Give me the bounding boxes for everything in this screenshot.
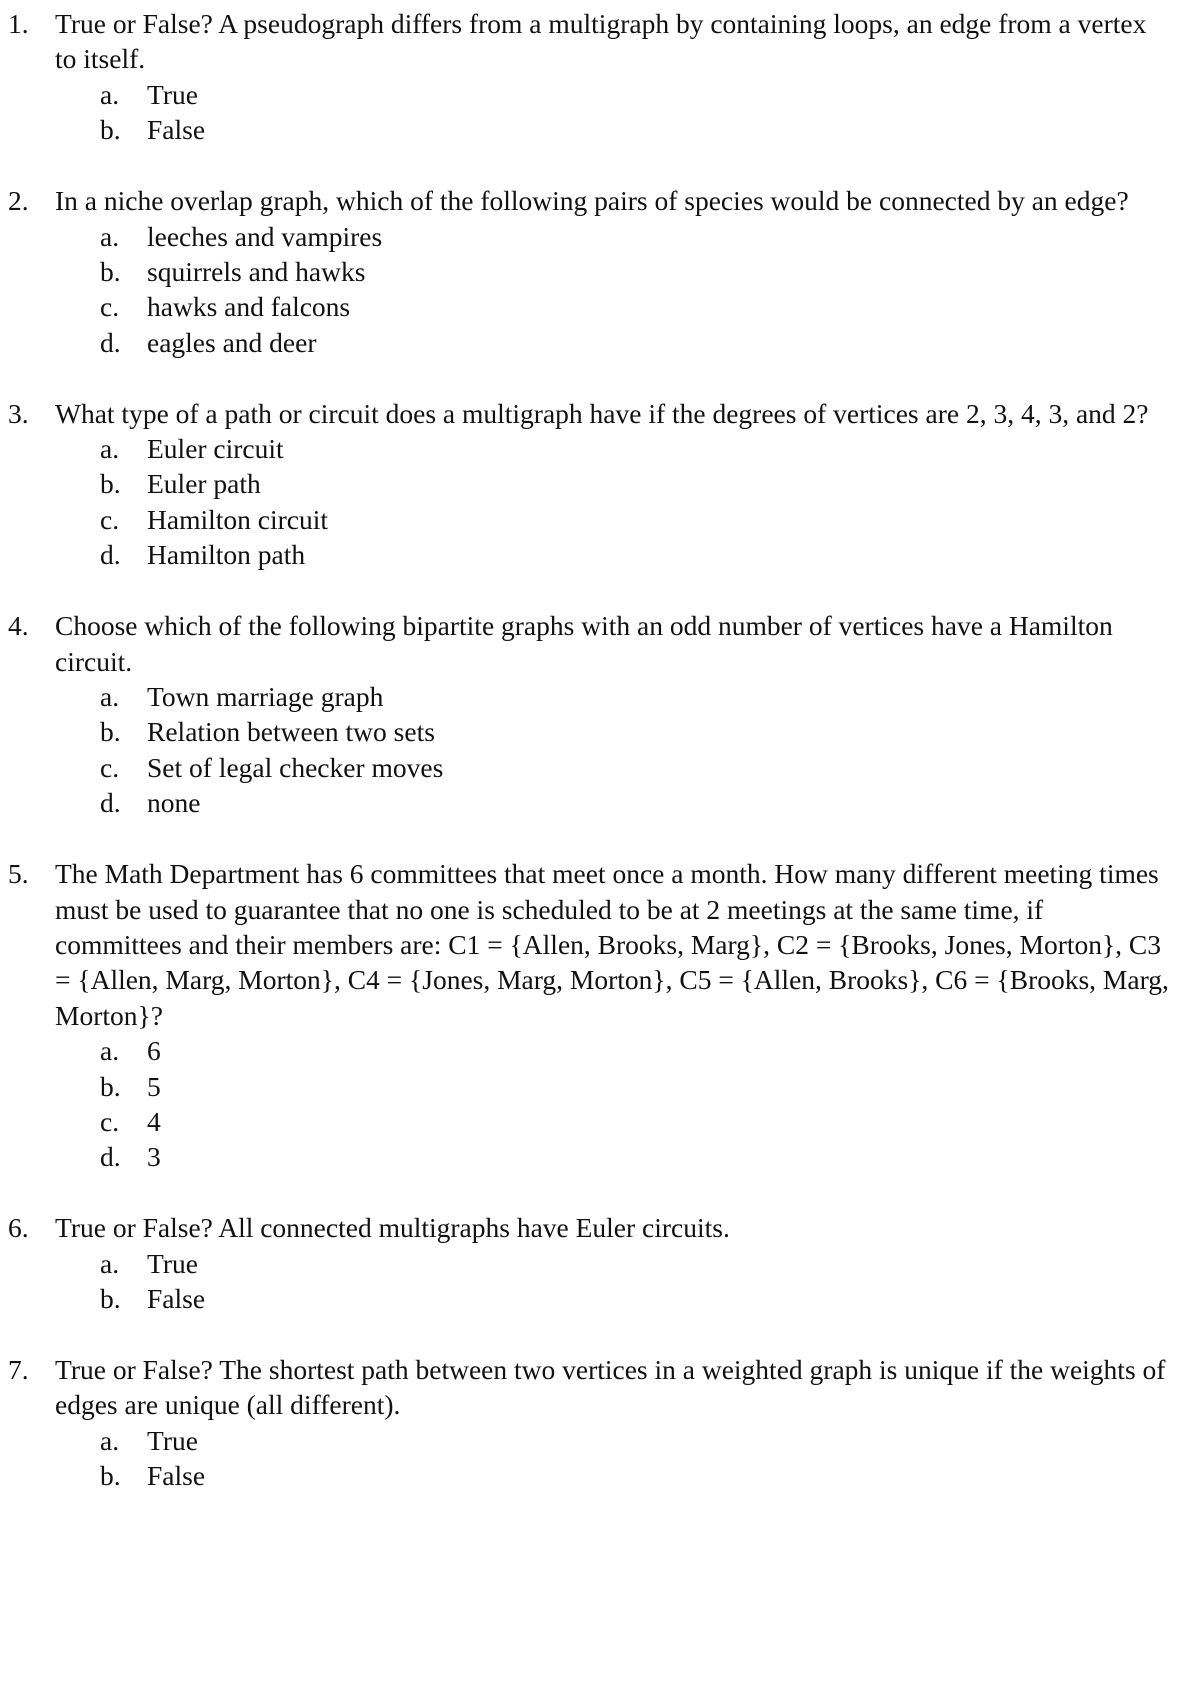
answer-option [0, 254, 1178, 289]
option-text: none [147, 787, 201, 819]
question-text: True or False? The shortest path between two vertices in a weighted graph is unique if the weights of edges are unique (all different). [55, 1354, 1166, 1421]
answer-option [0, 1104, 1178, 1139]
option-text: Hamilton path [147, 539, 306, 571]
question-number: 1. [8, 8, 29, 39]
option-letter: b. [100, 114, 121, 146]
option-letter: d. [100, 539, 121, 571]
question-number: 7. [8, 1354, 29, 1385]
option-letter: b. [100, 1460, 121, 1492]
option-text: Relation between two sets [147, 716, 435, 748]
question-3 [0, 396, 1178, 573]
option-text: True [147, 1247, 198, 1279]
question-text: What type of a path or circuit does a multigraph have if the degrees of vertices are 2, 3, 4, 3, and 2? [55, 397, 1149, 429]
answer-option [0, 219, 1178, 254]
option-text: Town marriage graph [147, 681, 384, 712]
option-text: hawks and falcons [147, 291, 351, 323]
option-text: 3 [147, 1141, 161, 1173]
option-letter: b. [100, 468, 121, 500]
question-2 [0, 183, 1178, 360]
answer-option [0, 1246, 1178, 1281]
option-letter: c. [100, 1105, 120, 1137]
question-7 [0, 1352, 1178, 1494]
option-letter: d. [100, 1141, 121, 1173]
option-text: 5 [147, 1070, 161, 1102]
option-letter: a. [100, 1035, 120, 1067]
answer-option [0, 537, 1178, 572]
answer-option [0, 112, 1178, 147]
option-text: Euler circuit [147, 433, 284, 465]
answer-option [0, 1033, 1178, 1068]
answer-option [0, 466, 1178, 501]
option-letter: c. [100, 291, 120, 323]
answer-option [0, 1069, 1178, 1104]
question-text: The Math Department has 6 committees that meet once a month. How many different meeting times must be used to guarantee that no one is scheduled to be at 2 meetings at the same time, if committees and their members are: C1 = {Allen, Brooks, Marg}, C2 = {Brooks, Jones, Morton}, C3 = {Allen, Marg, Morton}, C4 = {Jones, Marg, Morton}, C5 = {Allen, Brooks}, C6 = {Brooks, Marg, Morton}? [55, 858, 1169, 1031]
option-letter: d. [100, 326, 121, 358]
question-5 [0, 856, 1178, 1175]
option-letter: a. [100, 1247, 120, 1279]
answer-option [0, 679, 1178, 714]
question-text: In a niche overlap graph, which of the following pairs of species would be connected by an edge? [55, 185, 1129, 217]
question-4 [0, 608, 1178, 820]
option-letter: c. [100, 503, 120, 535]
answer-option [0, 502, 1178, 537]
question-number: 5. [8, 858, 29, 890]
question-6 [0, 1210, 1178, 1316]
option-text: False [147, 1283, 206, 1315]
answer-option [0, 325, 1178, 360]
answer-option [0, 1458, 1178, 1493]
option-letter: a. [100, 220, 120, 252]
option-text: True [147, 1424, 198, 1456]
option-text: Set of legal checker moves [147, 751, 444, 783]
answer-option [0, 431, 1178, 466]
option-letter: c. [100, 751, 120, 783]
option-text: Euler path [147, 468, 261, 500]
option-text: squirrels and hawks [147, 255, 366, 287]
option-text: False [147, 114, 206, 146]
answer-option [0, 289, 1178, 324]
option-letter: b. [100, 1283, 121, 1315]
question-text: True or False? All connected multigraphs have Euler circuits. [55, 1212, 730, 1244]
answer-option [0, 1139, 1178, 1174]
option-letter: a. [100, 78, 120, 110]
option-text: 4 [147, 1105, 161, 1137]
question-1 [0, 6, 1178, 148]
answer-option [0, 785, 1178, 820]
option-letter: b. [100, 1070, 121, 1102]
option-text: 6 [147, 1035, 161, 1067]
option-text: eagles and deer [147, 326, 317, 358]
option-letter: a. [100, 1424, 120, 1456]
answer-option [0, 1423, 1178, 1458]
question-text: True or False? A pseudograph differs from a multigraph by containing loops, an edge from a vertex to itself. [55, 8, 1147, 75]
option-letter: a. [100, 681, 120, 712]
option-letter: b. [100, 716, 121, 748]
option-letter: d. [100, 787, 121, 819]
option-text: True [147, 78, 198, 110]
question-number: 4. [8, 610, 29, 642]
answer-option [0, 77, 1178, 112]
option-letter: b. [100, 255, 121, 287]
answer-option [0, 750, 1178, 785]
question-number: 3. [8, 397, 29, 429]
option-text: leeches and vampires [147, 220, 383, 252]
question-number: 6. [8, 1212, 29, 1244]
question-number: 2. [8, 185, 29, 217]
question-text: Choose which of the following bipartite graphs with an odd number of vertices have a Hamilton circuit. [55, 610, 1113, 677]
answer-option [0, 1281, 1178, 1316]
option-letter: a. [100, 433, 120, 465]
option-text: False [147, 1460, 206, 1492]
option-text: Hamilton circuit [147, 503, 328, 535]
answer-option [0, 714, 1178, 749]
